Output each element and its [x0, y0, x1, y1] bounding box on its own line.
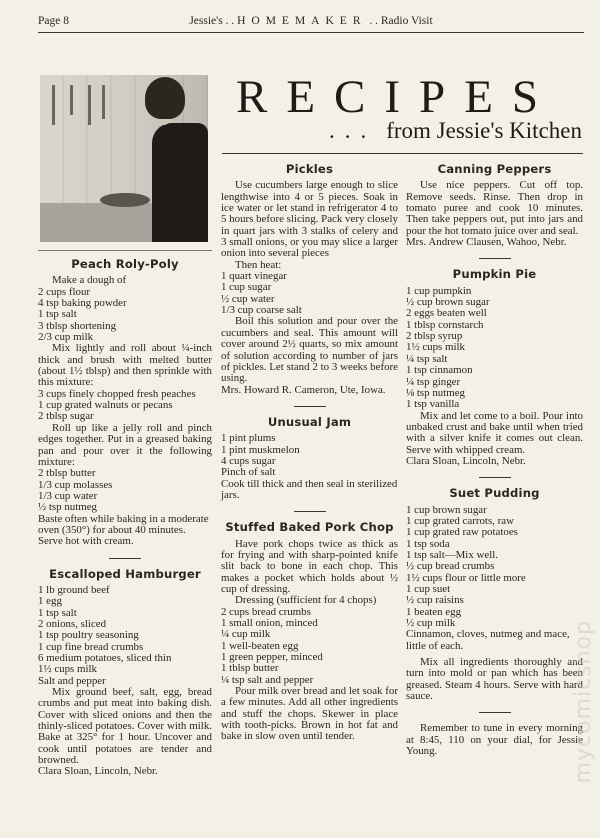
magazine-title: [38, 15, 584, 27]
ingredient-line: 1 tblsp butter: [221, 662, 279, 675]
instruction-text: Mrs. Andrew Clausen, Wahoo, Nebr.: [406, 236, 567, 249]
ingredient-line: Mrs. Howard R. Cameron, Ute, Iowa.: [221, 383, 386, 396]
recipe: [406, 488, 583, 702]
instruction-text: Boil this solution and pour over the cucumbers and seal. This amount will cover around 2½ quarts, so mix amount of solution according to number of jars of pickles. Let stand 2 to 3 weeks before using.: [221, 315, 398, 385]
ingredient-line: Salt and pepper: [38, 674, 106, 687]
recipe-title: Pickles: [285, 162, 334, 176]
ingredient-line: ⅛ tsp nutmeg: [406, 386, 465, 399]
ingredient-line: ½ tsp nutmeg: [38, 501, 97, 514]
recipe: [406, 723, 583, 757]
ingredient-line: 1½ cups milk: [38, 663, 97, 676]
ingredient-line: 1 pint muskmelon: [221, 443, 300, 456]
ingredient-line: 4 tsp baking powder: [38, 297, 127, 310]
section-divider: [109, 558, 141, 559]
title-rule: [222, 153, 583, 154]
subtitle-text: from Jessie's Kitchen: [386, 118, 582, 143]
instruction-text: Mix all ingredients thoroughly and turn into mold or pan which has been greased. Steam 4 hours. Serve with hard sauce.: [406, 656, 583, 703]
recipe: [406, 269, 583, 467]
ingredient-line: 1 cup grated raw potatoes: [406, 526, 518, 539]
column-2: [221, 164, 398, 743]
ingredient-line: 1½ cups milk: [406, 341, 465, 354]
ingredient-line: 1½ cups flour or little more: [406, 571, 526, 584]
ingredient-line: 2 cups bread crumbs: [221, 605, 311, 618]
ingredient-line: 1 egg: [38, 595, 62, 608]
ingredient-line: ½ cup milk: [406, 617, 456, 630]
ingredient-line: 2 tblsp butter: [38, 467, 96, 480]
column-3: [406, 164, 583, 757]
subtitle-dots: ...: [328, 118, 377, 143]
instruction-text: Dressing (sufficient for 4 chops): [235, 594, 377, 607]
instruction-text: Roll up like a jelly roll and pinch edges together. Put in a greased baking pan and pour over it the following mixture:: [38, 421, 212, 468]
recipe: [406, 164, 583, 248]
ingredient-line: Clara Sloan, Lincoln, Nebr.: [406, 454, 526, 467]
title-suffix: . . Radio Visit: [366, 15, 433, 27]
ingredient-line: 1/3 cup water: [38, 489, 98, 502]
recipe-title: Stuffed Baked Pork Chop: [225, 520, 394, 535]
title-magazine: HOMEMAKER: [237, 15, 367, 27]
recipe: [221, 414, 398, 501]
section-divider: [479, 258, 511, 259]
instruction-text: Mix and let come to a boil. Pour into unbaked crust and bake until when tried with a silver knife it comes out clean. Serve with whipped cream.: [406, 409, 583, 456]
ingredient-line: 1 cup pumpkin: [406, 284, 472, 297]
ingredient-line: 2/3 cup milk: [38, 331, 94, 344]
section-divider: [294, 511, 326, 512]
page-number: Page 8: [38, 15, 69, 27]
ingredient-line: 1 green pepper, minced: [221, 651, 323, 664]
ingredient-line: 1 cup brown sugar: [406, 503, 487, 516]
ingredient-line: Clara Sloan, Lincoln, Nebr.: [38, 765, 158, 778]
instruction-text: Use cucumbers large enough to slice lengthwise into 4 or 5 pieces. Soak in ice water or let stand in refrigerator 4 to 5 hours before slicing. Pack very closely in quart jars with 3 stalks of celery and 3 small onions, or you may slice a larger onion into several pieces: [221, 179, 398, 260]
ingredient-line: 1/3 cup coarse salt: [221, 304, 302, 317]
instruction-text: Make a dough of: [52, 274, 127, 287]
ingredient-line: 1 tsp poultry seasoning: [38, 629, 139, 642]
ingredient-line: 2 eggs beaten well: [406, 307, 487, 320]
instruction-text: Mix lightly and roll about ¼-inch thick and brush with melted butter (about 1½ tblsp) and then sprinkle with this mixture:: [38, 342, 212, 389]
ingredient-line: 1 lb ground beef: [38, 583, 110, 596]
ingredient-line: 6 medium potatoes, sliced thin: [38, 652, 172, 664]
ingredient-line: Pinch of salt: [221, 466, 276, 479]
recipe: [38, 259, 212, 548]
ingredient-line: ¼ cup milk: [221, 628, 271, 641]
section-divider: [294, 406, 326, 407]
instruction-text: Use nice peppers. Cut off top. Remove seeds. Rinse. Then drop in tomato puree and cook 10 minutes. Then take peppers out, put into jars and pour the hot tomato juice over and seal.: [406, 179, 583, 237]
instruction-text: Then heat:: [235, 258, 282, 271]
ingredient-line: 1 tsp salt: [38, 606, 77, 619]
page-subtitle: [329, 118, 582, 144]
recipe-title: Canning Peppers: [437, 162, 552, 176]
ingredient-line: 2 tblsp syrup: [406, 330, 463, 343]
kitchen-photo: [40, 75, 208, 242]
running-header: [38, 14, 584, 33]
ingredient-line: 1 well-beaten egg: [221, 639, 299, 652]
ingredient-line: 2 cups flour: [38, 285, 91, 298]
ingredient-line: 1 cup sugar: [221, 281, 272, 294]
recipe-title: Unusual Jam: [267, 414, 352, 429]
ingredient-line: 3 cups finely chopped fresh peaches: [38, 387, 196, 400]
ingredient-line: 1 small onion, minced: [221, 617, 318, 630]
instruction-text: Have pork chops twice as thick as for frying and with sharp-pointed knife slit back to bone in each chop. This makes a pocket which holds about ½ cup of dressing.: [221, 537, 398, 595]
ingredient-line: 1 tsp vanilla: [406, 398, 460, 411]
column-1: [38, 250, 212, 778]
ingredient-line: ½ cup brown sugar: [406, 296, 490, 309]
ingredient-line: 1 tsp cinnamon: [406, 364, 473, 377]
ingredient-line: 1 tsp salt—Mix well.: [406, 548, 498, 561]
ingredient-line: 3 tblsp shortening: [38, 319, 117, 332]
page-title: RECIPES: [236, 71, 558, 123]
ingredient-line: ¼ tsp salt and pepper: [221, 673, 314, 686]
ingredient-line: ½ cup bread crumbs: [406, 560, 495, 573]
ingredient-line: 4 cups sugar: [221, 454, 276, 467]
instruction-text: Cook till thick and then seal in sterilized jars.: [221, 477, 398, 501]
recipe: [221, 164, 398, 396]
ingredient-line: 1 tsp soda: [406, 537, 450, 550]
ingredient-line: 1 quart vinegar: [221, 270, 287, 283]
recipe-title: Suet Pudding: [449, 486, 540, 501]
recipe-title: Pumpkin Pie: [452, 267, 537, 282]
recipe-title: Escalloped Hamburger: [49, 566, 201, 581]
ingredient-line: 1 tblsp cornstarch: [406, 318, 484, 331]
ingredient-line: ½ cup water: [221, 292, 275, 305]
instruction-text: Pour milk over bread and let soak for a few minutes. Add all other ingredients and stuff the chops. Skewer in place with tooth-picks. Brown in hot fat and bake in slow oven until tender.: [221, 685, 398, 743]
ingredient-line: 2 tblsp sugar: [38, 410, 94, 423]
ingredient-line: 2 onions, sliced: [38, 617, 107, 630]
watermark: mycomicshop: [571, 620, 596, 784]
recipe: [38, 566, 212, 778]
ingredient-line: 1 cup fine bread crumbs: [38, 640, 144, 653]
ingredient-line: ¼ tsp salt: [406, 352, 448, 365]
title-prefix: Jessie's . .: [189, 15, 238, 27]
instruction-text: Mix ground beef, salt, egg, bread crumbs and put meat into baking dish. Cover with sliced onions and then the thinly-sliced potatoes. Cover with milk. Bake at 325° for 1 hour. Uncover and cook until potatoes are tender and browned.: [38, 686, 212, 767]
instruction-text: Baste often while baking in a moderate oven (350°) for about 40 minutes. Serve hot with cream.: [38, 512, 209, 548]
instruction-text: Cinnamon, cloves, nutmeg and mace, little of each.: [406, 628, 570, 652]
section-divider: [479, 477, 511, 478]
ingredient-line: 1 cup grated walnuts or pecans: [38, 399, 173, 412]
recipe: [221, 522, 398, 743]
section-divider: [479, 712, 511, 713]
ingredient-line: 1/3 cup molasses: [38, 478, 113, 491]
ingredient-line: 1 cup suet: [406, 583, 451, 595]
recipe-title: Peach Roly-Poly: [71, 257, 179, 271]
ingredient-line: ¼ tsp ginger: [406, 375, 461, 388]
ingredient-line: ½ cup raisins: [406, 594, 464, 607]
ingredient-line: 1 tsp salt: [38, 308, 77, 321]
ingredient-line: 1 cup grated carrots, raw: [406, 514, 514, 527]
ingredient-line: 1 pint plums: [221, 432, 276, 445]
ingredient-line: 1 beaten egg: [406, 605, 462, 618]
instruction-text: Remember to tune in every morning at 8:45, 110 on your dial, for Jessie Young.: [406, 722, 583, 758]
